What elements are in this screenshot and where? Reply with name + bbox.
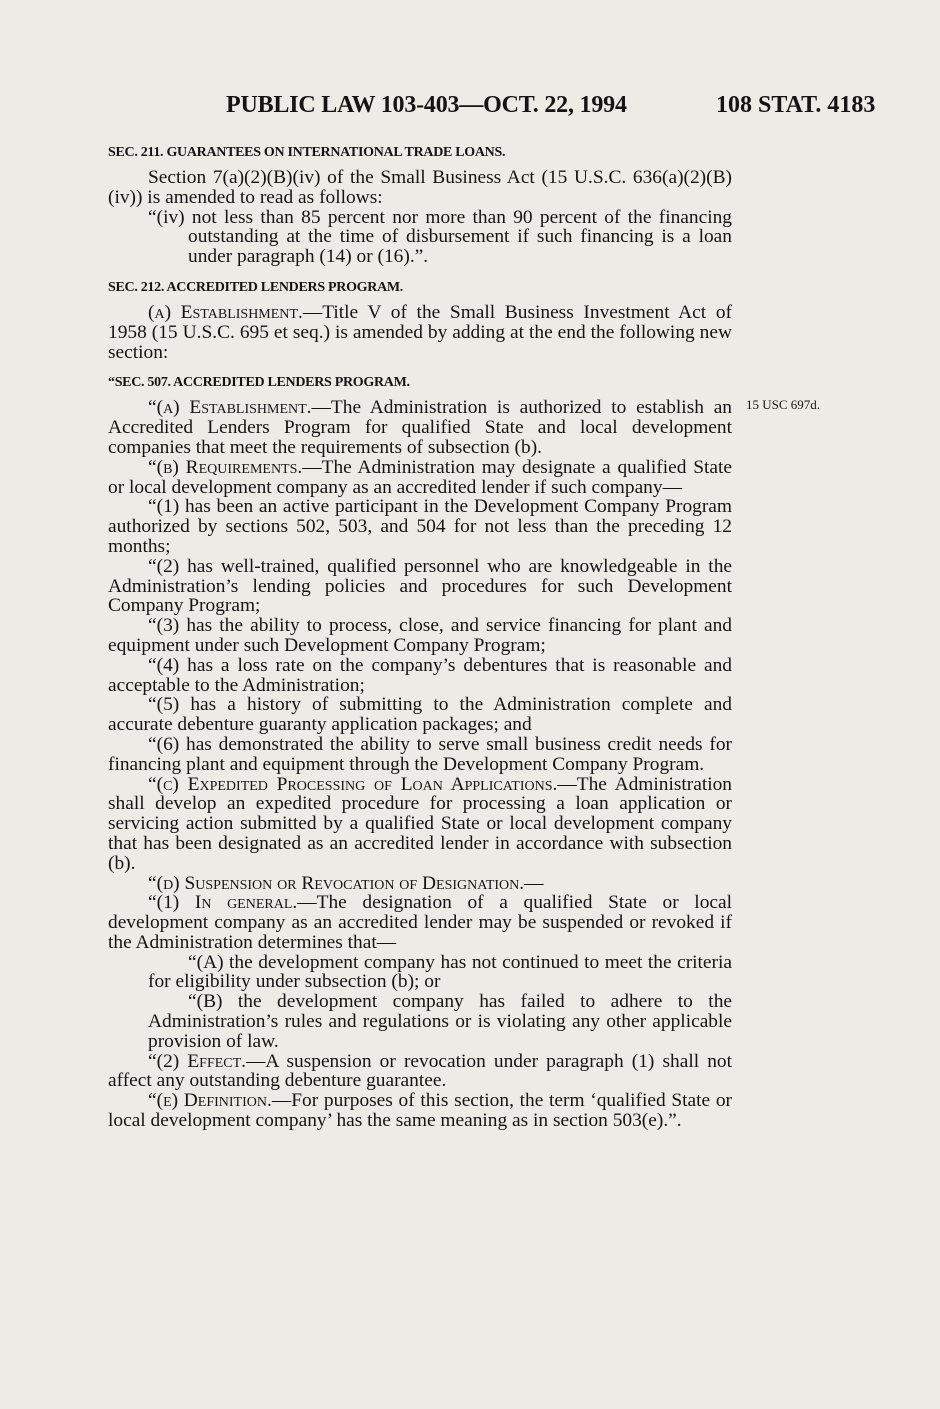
section-507-b6: “(6) has demonstrated the ability to serve small business credit needs for financing plant and equipment through the Development Company Program. (108, 733, 732, 775)
section-507-d1-text: —The designation of a qualified State or local development company as an accredited lender may be suspended or revoked if the Administration determines that— (108, 892, 732, 953)
section-507-d-heading: “(d) Suspension or Revocation of Designation. (148, 872, 525, 894)
section-507-d2 (68, 1052, 732, 1092)
section-507-d1-heading: “(1) In general. (148, 892, 298, 914)
section-211-text: Section 7(a)(2)(B)(iv) of the Small Business Act (15 U.S.C. 636(a)(2)(B)(iv)) is amended to read as follows: (108, 167, 732, 208)
section-507-heading: “SEC. 507. ACCREDITED LENDERS PROGRAM. (108, 375, 410, 391)
section-507-b5: “(5) has a history of submitting to the Administration complete and accurate debenture guaranty application packages; and (108, 694, 732, 736)
section-507-c-text: —The Administration shall develop an expedited procedure for processing a loan application or servicing action submitted by a qualified State or local development company that has been designated as an accredited lender in accordance with subsection (b). (108, 773, 732, 874)
section-507-d (108, 874, 732, 894)
section-212-a-text: —Title V of the Small Business Investment Act of 1958 (15 U.S.C. 695 et seq.) is amended by adding at the end the following new section: (108, 301, 732, 363)
section-507-b1: “(1) has been an active participant in the Development Company Program authorized by sections 502, 503, and 504 for not less than the preceding 12 months; (108, 496, 732, 557)
section-507-d2-heading: “(2) Effect. (148, 1050, 247, 1072)
section-211-heading: SEC. 211. GUARANTEES ON INTERNATIONAL TRADE LOANS. (108, 145, 506, 160)
section-507-e-text: —For purposes of this section, the term ‘qualified State or local development company’ has the same meaning as in section 503(e).”. (108, 1090, 733, 1132)
section-507-dA: “(A) the development company has not continued to meet the criteria for eligibility under subsection (b); or (148, 951, 732, 993)
section-507-a-text: —The Administration is authorized to establish an Accredited Lenders Program for qualified State and local development companies that meet the requirements of subsection (b). (108, 397, 732, 458)
page-header-stat: 108 STAT. 4183 (716, 92, 876, 118)
section-507-a (108, 398, 732, 457)
section-507-b-heading: “(b) Requirements. (148, 456, 303, 478)
section-507-d2-text: —A suspension or revocation under paragraph (1) shall not affect any outstanding debenture guarantee. (108, 1050, 732, 1092)
section-212-a (108, 303, 732, 362)
section-507-b (108, 458, 732, 498)
document-body (108, 144, 732, 1131)
section-212-heading: SEC. 212. ACCREDITED LENDERS PROGRAM. (108, 279, 403, 295)
section-507-b3: “(3) has the ability to process, close, and service financing for plant and equipment under such Development Company Program; (108, 615, 732, 656)
section-507-a-heading: “(a) Establishment. (148, 397, 312, 419)
section-212-a-heading: (a) Establishment. (148, 301, 303, 323)
margin-note: 15 USC 697d. (746, 397, 821, 412)
section-211-clause-iv: “(iv) not less than 85 percent nor more than 90 percent of the financing outstanding at the time of disbursement if such financing is a loan under paragraph (14) or (16).”. (148, 206, 732, 268)
section-507-d-dash: — (524, 872, 544, 894)
section-507-e (108, 1091, 732, 1131)
page-header-title: PUBLIC LAW 103-403—OCT. 22, 1994 (226, 92, 627, 118)
section-507-b-text: —The Administration may designate a qualified State or local development company as an accredited lender if such company— (108, 456, 733, 498)
section-507-dB: “(B) the development company has failed to adhere to the Administration’s rules and regulations or is violating any other applicable provision of law. (148, 991, 732, 1052)
section-507-e-heading: “(e) Definition. (148, 1090, 272, 1112)
section-507-c-heading: “(c) Expedited Processing of Loan Applications. (148, 773, 558, 795)
section-507-b2: “(2) has well-trained, qualified personnel who are knowledgeable in the Administration’s lending policies and procedures for such Development Company Program; (108, 555, 732, 617)
section-507-b4: “(4) has a loss rate on the company’s debentures that is reasonable and acceptable to the Administration; (108, 654, 732, 696)
section-507-d1 (68, 893, 732, 952)
section-507-c (108, 775, 732, 874)
